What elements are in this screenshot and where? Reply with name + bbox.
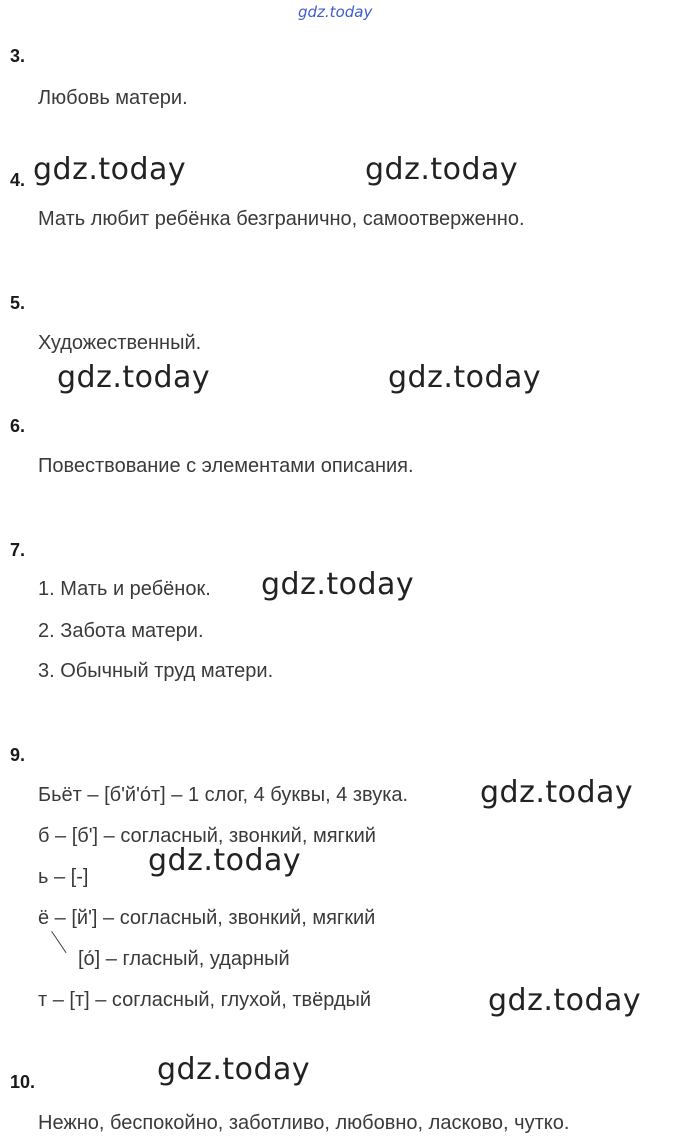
watermark: gdz.today (157, 1052, 311, 1087)
answer-7-number: 7. (10, 540, 26, 560)
answer-6-text: Повествование с элементами описания. (38, 455, 414, 477)
answer-3-number: 3. (10, 46, 26, 66)
answer-3-text: Любовь матери. (38, 87, 188, 109)
answer-9-line: т – [т] – согласный, глухой, твёрдый (38, 989, 372, 1011)
header-watermark: gdz.today (298, 3, 373, 21)
answer-7-item: 1. Мать и ребёнок. (38, 578, 211, 600)
answer-5-number: 5. (10, 293, 26, 313)
answer-9-line: ь – [-] (38, 866, 89, 888)
answer-9-line: [о́] – гласный, ударный (78, 948, 290, 970)
answer-5-text: Художественный. (38, 332, 202, 354)
answer-4-number: 4. (10, 170, 26, 190)
watermark: gdz.today (388, 360, 542, 395)
watermark: gdz.today (148, 843, 302, 878)
answer-9-line: б – [б'] – согласный, звонкий, мягкий (38, 825, 376, 847)
branch-line (51, 931, 66, 953)
answer-6-number: 6. (10, 416, 26, 436)
answer-9-line: ё – [й'] – согласный, звонкий, мягкий (38, 907, 376, 929)
watermark: gdz.today (365, 152, 519, 187)
answer-9-number: 9. (10, 745, 26, 765)
answer-10-number: 10. (10, 1072, 36, 1092)
watermark: gdz.today (57, 360, 211, 395)
answer-4-text: Мать любит ребёнка безгранично, самоотверженно. (38, 208, 525, 230)
watermark: gdz.today (33, 152, 187, 187)
watermark: gdz.today (480, 775, 634, 810)
answer-7-item: 3. Обычный труд матери. (38, 660, 274, 682)
watermark: gdz.today (261, 567, 415, 602)
answer-9-summary: Бьёт – [б'й'о́т] – 1 слог, 4 буквы, 4 звука. (38, 784, 409, 806)
answer-10-text: Нежно, беспокойно, заботливо, любовно, ласково, чутко. (38, 1112, 570, 1134)
watermark: gdz.today (488, 983, 642, 1018)
answer-7-item: 2. Забота матери. (38, 620, 204, 642)
